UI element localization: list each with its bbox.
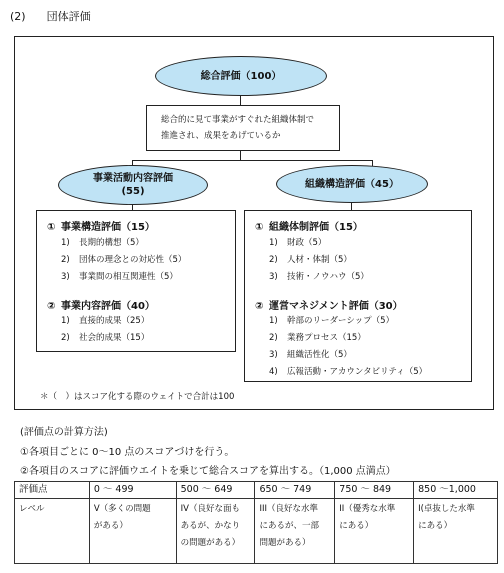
method-step-2: ②各項目のスコアに評価ウエイトを乗じて総合スコアを算出する。（1,000 点満点） bbox=[20, 466, 396, 477]
summary-line-2: 推進され、成果をあげているか bbox=[161, 131, 281, 141]
business-activity-weight: (55) bbox=[121, 186, 145, 197]
table-header-cell: 750 ～ 849 bbox=[335, 482, 414, 499]
business-structure-title: ① 事業構造評価（15） bbox=[47, 222, 155, 233]
overall-evaluation-ellipse bbox=[155, 56, 327, 96]
business-activity-ellipse bbox=[58, 165, 208, 205]
organization-system-list bbox=[269, 235, 369, 286]
score-level-table bbox=[14, 481, 498, 564]
list-item: 1) 長期的構想（5） bbox=[61, 238, 144, 248]
organization-structure-ellipse bbox=[276, 165, 428, 203]
weight-footnote: ＊（ ）はスコア化する際のウェイトで合計は100 bbox=[40, 392, 235, 402]
table-cell: I(卓抜した水準 にある） bbox=[414, 499, 498, 564]
table-cell: III（良好な水準 にあるが、一部 問題がある） bbox=[255, 499, 335, 564]
table-header-cell: 850 ～1,000 bbox=[414, 482, 498, 499]
list-item: 3) 技術・ノウハウ（5） bbox=[269, 272, 369, 282]
method-step-1: ①各項目ごとに 0～10 点のスコアづけを行う。 bbox=[20, 447, 235, 458]
connector-line bbox=[351, 202, 352, 210]
business-content-list bbox=[61, 313, 149, 347]
list-item: 3) 事業間の相互関連性（5） bbox=[61, 272, 178, 282]
management-title: ② 運営マネジメント評価（30） bbox=[255, 301, 403, 312]
table-header-cell: 500 ～ 649 bbox=[176, 482, 255, 499]
organization-structure-box bbox=[244, 210, 472, 382]
table-header-cell: 評価点 bbox=[15, 482, 90, 499]
management-list bbox=[269, 313, 427, 381]
section-title: 団体評価 bbox=[46, 10, 91, 23]
list-item: 2) 団体の理念との対応性（5） bbox=[61, 255, 187, 265]
list-item: 2) 人材・体制（5） bbox=[269, 255, 352, 265]
connector-line bbox=[132, 160, 372, 161]
list-item: 1) 直接的成果（25） bbox=[61, 316, 150, 326]
summary-line-1: 総合的に見て事業がすぐれた組織体制で bbox=[161, 115, 315, 125]
list-item: 4) 広報活動・アカウンタビリティ（5） bbox=[269, 367, 428, 377]
section-heading bbox=[10, 8, 91, 24]
list-item: 2) 業務プロセス（15） bbox=[269, 333, 366, 343]
overall-evaluation-label: 総合評価（100） bbox=[200, 70, 282, 82]
table-header-cell: 650 ～ 749 bbox=[255, 482, 335, 499]
organization-structure-label: 組織構造評価（45） bbox=[305, 178, 399, 190]
section-number: (2) bbox=[10, 10, 26, 23]
organization-system-title: ① 組織体制評価（15） bbox=[255, 222, 363, 233]
table-cell: IV（良好な面も あるが、かなり の問題がある） bbox=[176, 499, 255, 564]
business-content-title: ② 事業内容評価（40） bbox=[47, 301, 155, 312]
connector-line bbox=[240, 95, 241, 105]
table-row-label: レベル bbox=[15, 499, 90, 564]
table-header-row bbox=[15, 482, 498, 499]
method-title: (評価点の計算方法) bbox=[20, 427, 108, 438]
table-header-cell: 0 ～ 499 bbox=[89, 482, 176, 499]
summary-box bbox=[146, 105, 340, 151]
business-activity-box bbox=[36, 210, 236, 352]
table-cell: V（多くの問題 がある） bbox=[89, 499, 176, 564]
business-activity-label: 事業活動内容評価 bbox=[93, 173, 173, 184]
business-structure-list bbox=[61, 235, 186, 286]
list-item: 3) 組織活性化（5） bbox=[269, 350, 352, 360]
connector-line bbox=[240, 150, 241, 160]
list-item: 1) 幹部のリーダーシップ（5） bbox=[269, 316, 395, 326]
table-row bbox=[15, 499, 498, 564]
list-item: 2) 社会的成果（15） bbox=[61, 333, 150, 343]
table-cell: II（優秀な水準 にある） bbox=[335, 499, 414, 564]
list-item: 1) 財政（5） bbox=[269, 238, 327, 248]
